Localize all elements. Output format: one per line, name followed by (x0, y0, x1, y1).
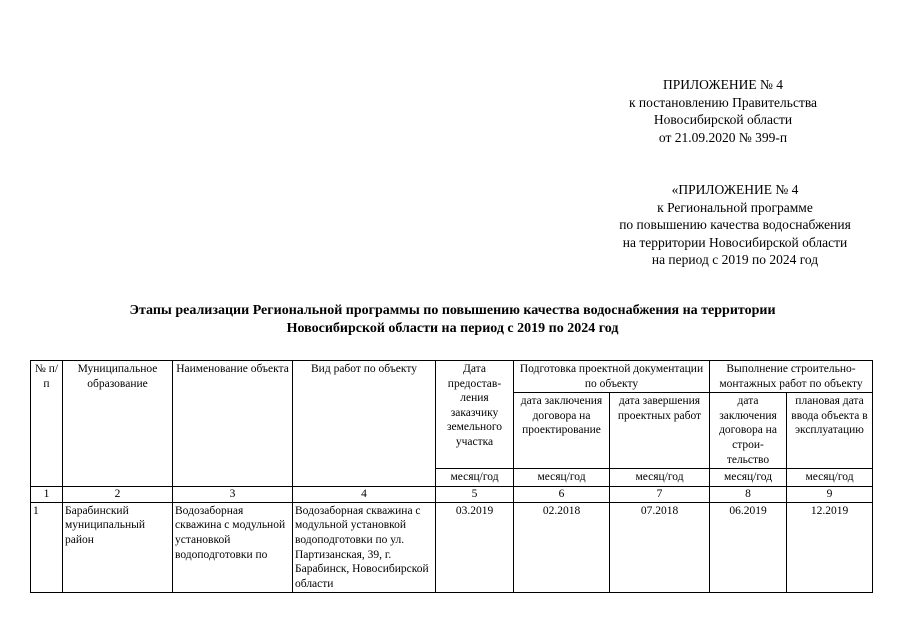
unit-label: месяц/год (436, 469, 514, 487)
row-design-contract-date: 02.2018 (514, 502, 610, 593)
column-number: 1 (31, 486, 63, 502)
unit-label: месяц/год (514, 469, 610, 487)
header-design-end: дата завершения проектных работ (610, 393, 710, 469)
row-land-date: 03.2019 (436, 502, 514, 593)
document-title (40, 302, 865, 338)
header-municipality: Муниципальное образование (63, 361, 173, 487)
row-work-type: Водозаборная скважина с модульной установкой водоподготовки по ул. Партизанская, 39, г. Барабинск, Новосибирской области (293, 502, 436, 593)
column-number: 7 (610, 486, 710, 502)
column-number: 2 (63, 486, 173, 502)
header-design-contract: дата заключения договора на проектирование (514, 393, 610, 469)
header-construction-group: Выполнение строительно-монтажных работ по объекту (710, 361, 873, 393)
header-land-date: Дата предостав-ления заказчику земельного участка (436, 361, 514, 469)
header-design-group: Подготовка проектной документации по объекту (514, 361, 710, 393)
unit-label: месяц/год (610, 469, 710, 487)
decree-appendix-line: к постановлению Правительства (628, 94, 818, 110)
header-commissioning: плановая дата ввода объекта в эксплуатацию (787, 393, 873, 469)
row-number: 1 (31, 502, 63, 593)
row-design-end-date: 07.2018 (610, 502, 710, 593)
header-number: № п/п (31, 361, 63, 487)
column-number: 3 (173, 486, 293, 502)
program-appendix-line: «ПРИЛОЖЕНИЕ № 4 (671, 182, 799, 197)
decree-appendix-line: ПРИЛОЖЕНИЕ № 4 (662, 77, 784, 92)
program-appendix-line: по повышению качества водоснабжения (619, 217, 851, 232)
header-object-name: Наименование объекта (173, 361, 293, 487)
table-row (31, 502, 873, 593)
row-construction-contract-date: 06.2019 (710, 502, 787, 593)
column-number: 9 (787, 486, 873, 502)
header-construction-contract: дата заключения договора на строи-тельство (710, 393, 787, 469)
implementation-stages-table (30, 360, 873, 593)
program-appendix-line: к Региональной программе (657, 199, 813, 215)
column-number: 4 (293, 486, 436, 502)
column-number: 6 (514, 486, 610, 502)
column-number: 5 (436, 486, 514, 502)
column-number: 8 (710, 486, 787, 502)
row-object-name: Водозаборная скважина с модульной установкой водоподготовки по (173, 502, 293, 593)
document-title-line: Этапы реализации Региональной программы по повышению качества водоснабжения на территории (129, 303, 776, 318)
decree-appendix-block (598, 76, 848, 146)
program-appendix-line: на период с 2019 по 2024 год (651, 252, 819, 267)
decree-appendix-line: Новосибирской области (653, 112, 793, 127)
document-title-line: Новосибирской области на период с 2019 по 2024 год (286, 321, 619, 336)
unit-label: месяц/год (710, 469, 787, 487)
decree-appendix-line: от 21.09.2020 № 399-п (658, 129, 788, 145)
header-work-type: Вид работ по объекту (293, 361, 436, 487)
row-municipality: Барабинский муниципальный район (63, 502, 173, 593)
program-appendix-line: на территории Новосибирской области (622, 234, 848, 250)
program-appendix-block (590, 181, 880, 269)
row-commissioning-date: 12.2019 (787, 502, 873, 593)
unit-label: месяц/год (787, 469, 873, 487)
